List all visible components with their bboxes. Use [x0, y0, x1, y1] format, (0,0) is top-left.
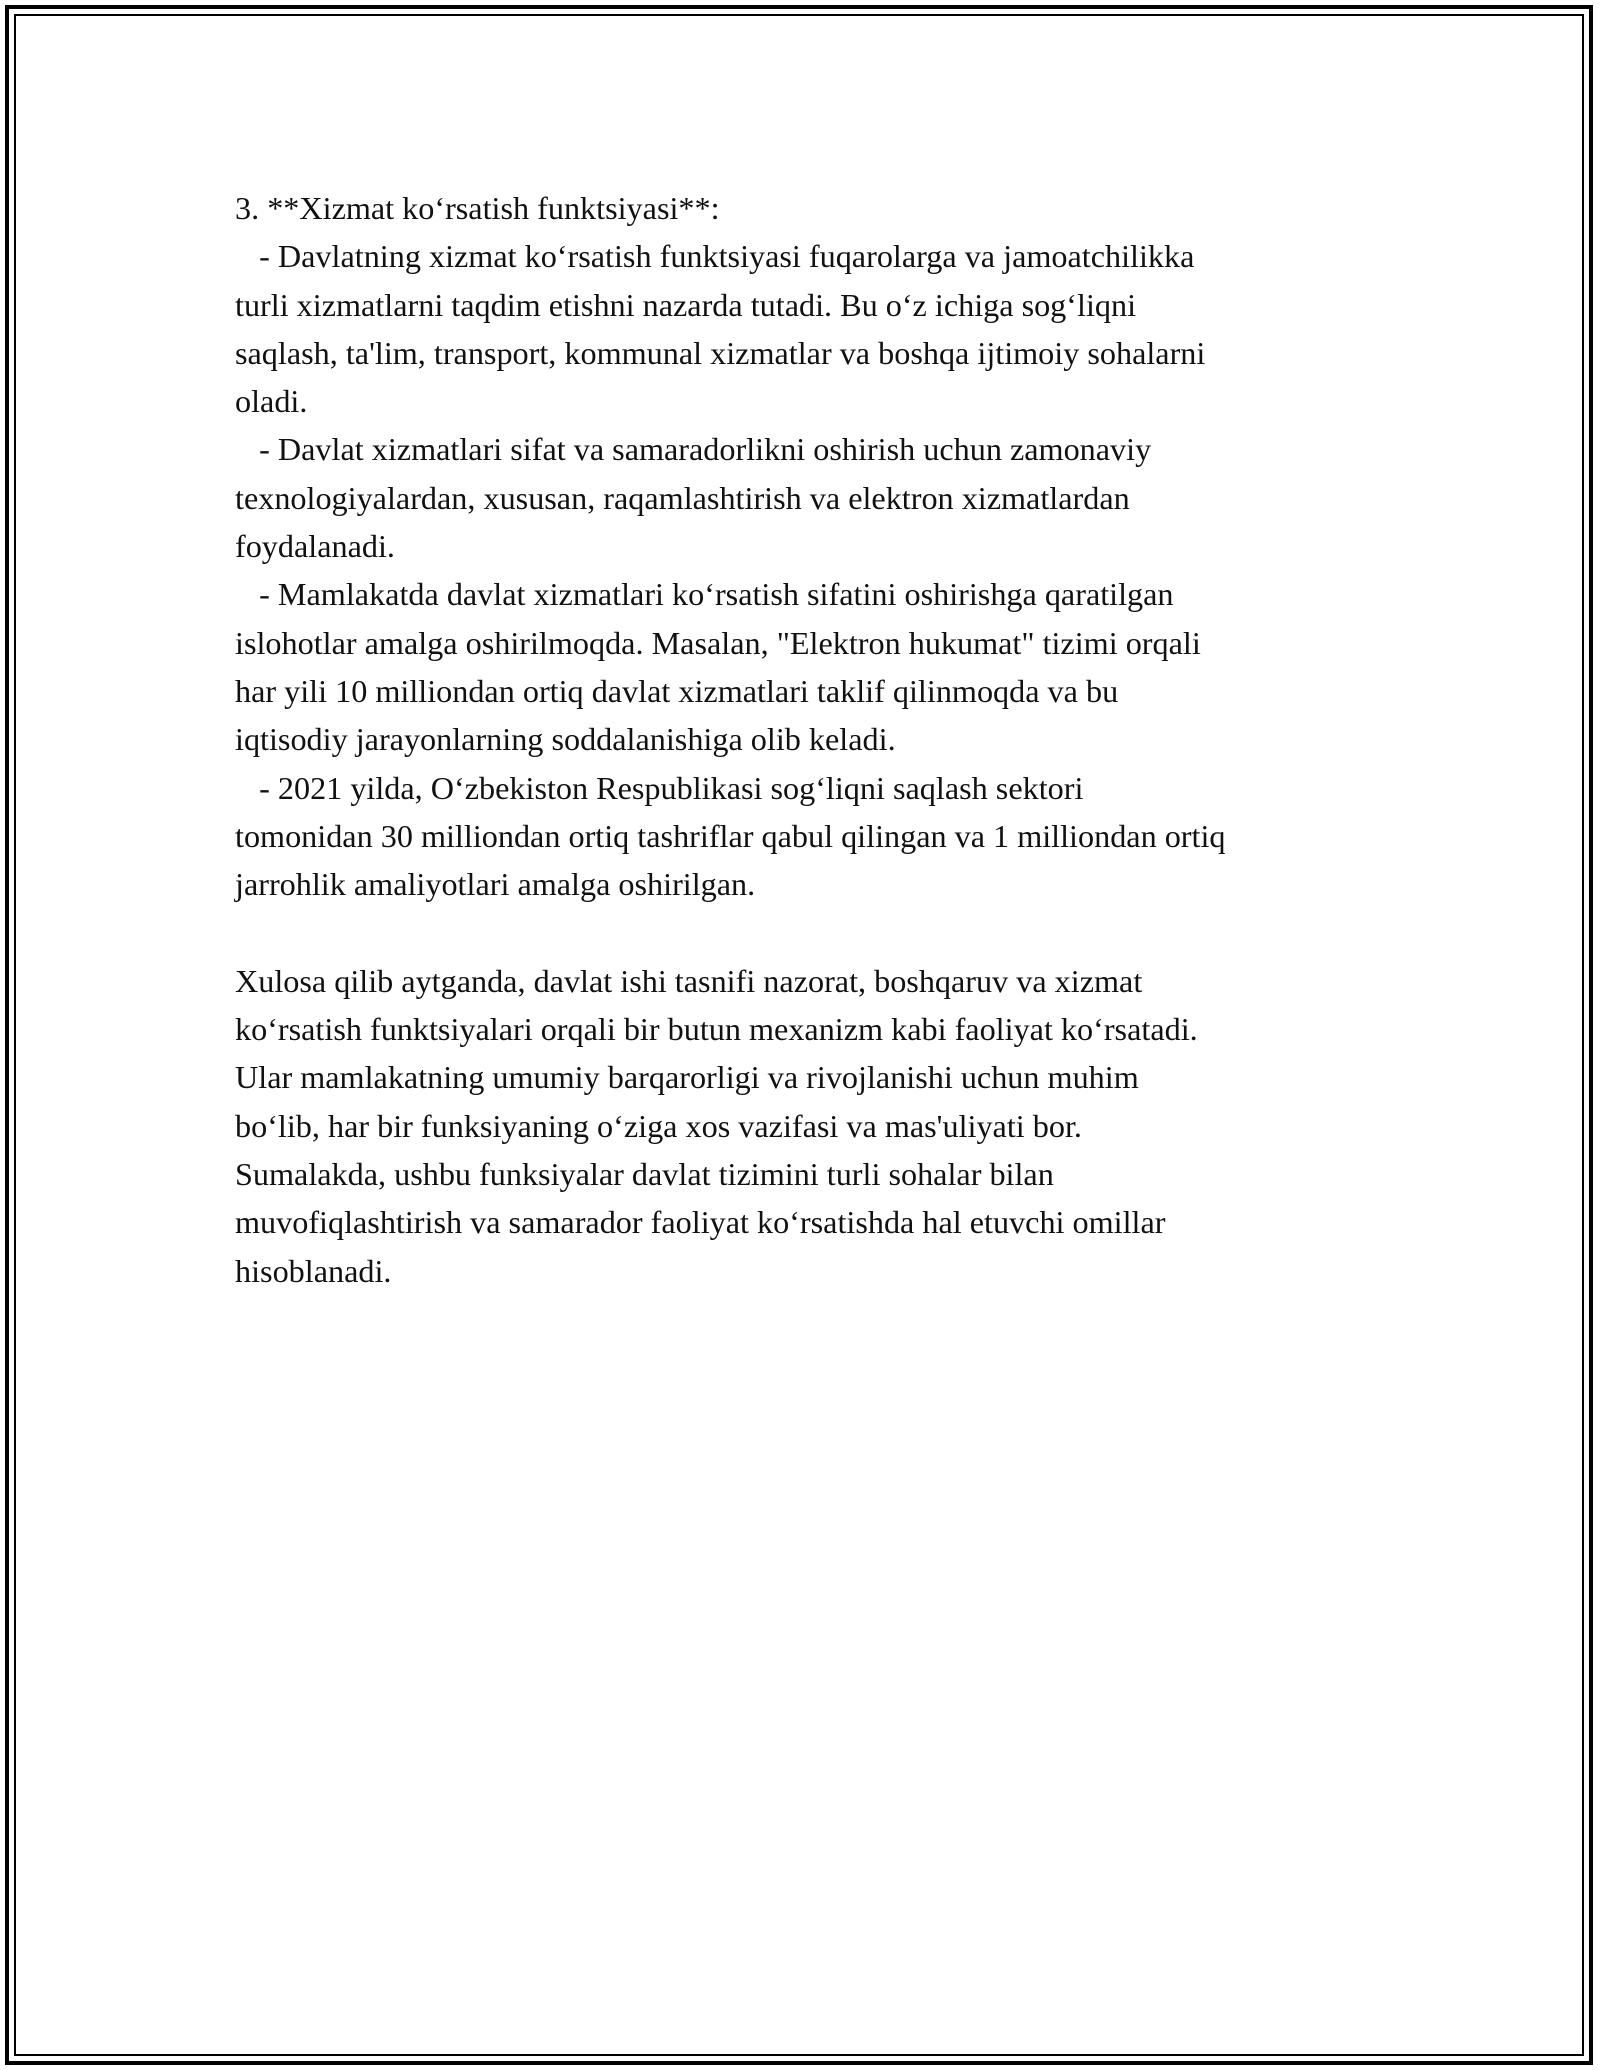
text-line: muvofiqlashtirish va samarador faoliyat ko‘rsatishda hal etuvchi omillar — [235, 1204, 1166, 1241]
text-line: tomonidan 30 milliondan ortiq tashriflar qabul qilingan va 1 milliondan ortiq — [235, 817, 1226, 854]
document-body — [235, 184, 1385, 1295]
text-line: iqtisodiy jarayonlarning soddalanishiga olib keladi. — [235, 721, 896, 758]
text-line: hisoblanadi. — [235, 1252, 392, 1289]
text-line: - Davlat xizmatlari sifat va samaradorlikni oshirish uchun zamonaviy — [235, 431, 1152, 468]
text-line: jarrohlik amaliyotlari amalga oshirilgan. — [235, 866, 756, 903]
text-line: - 2021 yilda, O‘zbekiston Respublikasi sog‘liqni saqlash sektori — [235, 769, 1084, 806]
paragraph-spacer — [235, 908, 1385, 956]
text-line: oladi. — [235, 383, 308, 420]
text-line: foydalanadi. — [235, 528, 395, 565]
text-line: - Davlatning xizmat ko‘rsatish funktsiyasi fuqarolarga va jamoatchilikka — [235, 238, 1195, 275]
text-line: texnologiyalardan, xususan, raqamlashtirish va elektron xizmatlardan — [235, 479, 1130, 516]
section-heading: 3. **Xizmat ko‘rsatish funktsiyasi**: — [235, 190, 720, 226]
text-line: - Mamlakatda davlat xizmatlari ko‘rsatish sifatini oshirishga qaratilgan — [235, 576, 1174, 613]
text-line: turli xizmatlarni taqdim etishni nazarda tutadi. Bu o‘z ichiga sog‘liqni — [235, 286, 1137, 323]
text-line: saqlash, ta'lim, transport, kommunal xizmatlar va boshqa ijtimoiy sohalarni — [235, 334, 1206, 371]
text-line: ko‘rsatish funktsiyalari orqali bir butun mexanizm kabi faoliyat ko‘rsatadi. — [235, 1011, 1198, 1048]
text-line: Xulosa qilib aytganda, davlat ishi tasnifi nazorat, boshqaruv va xizmat — [235, 962, 1143, 999]
text-line: Ular mamlakatning umumiy barqarorligi va rivojlanishi uchun muhim — [235, 1059, 1139, 1096]
text-line: islohotlar amalga oshirilmoqda. Masalan, "Elektron hukumat" tizimi orqali — [235, 624, 1201, 661]
text-line: bo‘lib, har bir funksiyaning o‘ziga xos vazifasi va mas'uliyati bor. — [235, 1107, 1082, 1144]
text-line: har yili 10 milliondan ortiq davlat xizmatlari taklif qilinmoqda va bu — [235, 672, 1119, 709]
text-line: Sumalakda, ushbu funksiyalar davlat tizimini turli sohalar bilan — [235, 1155, 1054, 1192]
